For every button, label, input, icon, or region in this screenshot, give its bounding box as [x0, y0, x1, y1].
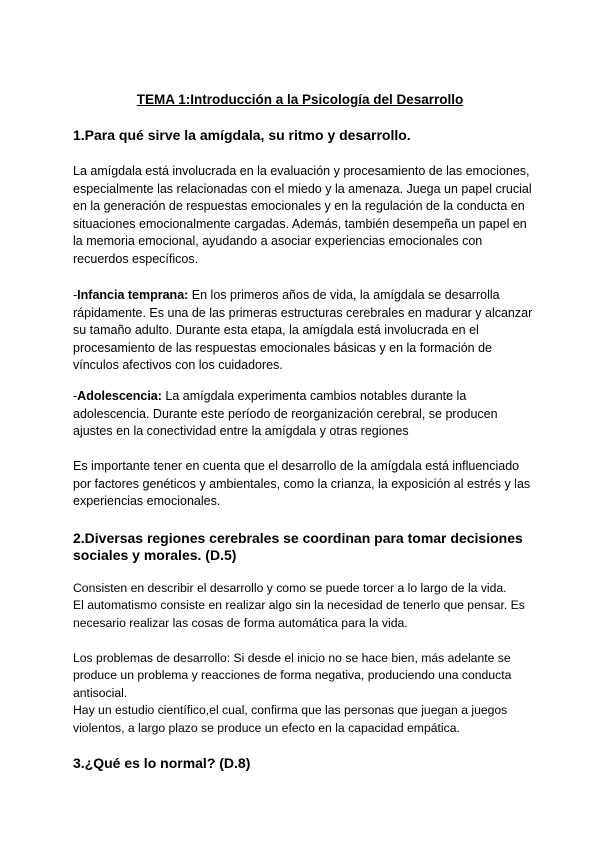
section-1-intro-paragraph: La amígdala está involucrada en la evaluación y procesamiento de las emociones, especialmente las relacionadas con el miedo y la amenaza. Juega un papel crucial en la generación de respuestas emocionales y en la regulación de la conducta en situaciones emocionalmente cargadas. Además, también desempeña un papel en la memoria emocional, ayudando a asociar experiencias emocionales con recuerdos específicos. [73, 164, 532, 266]
infancia-text: En los primeros años de vida, la amígdala se desarrolla rápidamente. Es una de las primeras estructuras cerebrales en madurar y alcanzar su tamaño adulto. Durante esta etapa, la amígdala está involucrada en el procesamiento de las respuestas emocionales básicas y en la formación de vínculos afectivos con los cuidadores. [73, 288, 533, 373]
section-2-paragraph-2: Los problemas de desarrollo: Si desde el inicio no se hace bien, más adelante se produce un problema y reacciones de forma negativa, produciendo una conducta antisocial. Hay un estudio científico,el cual, confirma que las personas que juegan a juegos violentos, a largo plazo se produce un efecto en la capacidad empática. [73, 651, 512, 735]
adolescencia-text: La amígdala experimenta cambios notables durante la adolescencia. Durante este período de reorganización cerebral, se producen ajustes en la conectividad entre la amígdala y otras regiones [73, 389, 498, 439]
infancia-label: Infancia temprana: [77, 288, 189, 302]
adolescencia-paragraph [73, 388, 533, 441]
section-2-heading: 2.Diversas regiones cerebrales se coordinan para tomar decisiones sociales y morales. (D.5) [73, 530, 523, 563]
adolescencia-prefix: - [73, 389, 78, 403]
infancia-prefix: - [73, 288, 78, 302]
infancia-paragraph [73, 287, 533, 375]
section-2-paragraph-1: Consisten en describir el desarrollo y como se puede torcer a lo largo de la vida. El automatismo consiste en realizar algo sin la necesidad de tenerlo que pensar. Es necesario realizar las cosas de forma automática para la vida. [73, 581, 525, 630]
section-1-heading: 1.Para qué sirve la amígdala, su ritmo y desarrollo. [73, 127, 411, 143]
section-1-closing-paragraph: Es importante tener en cuenta que el desarrollo de la amígdala está influenciado por factores genéticos y ambientales, como la crianza, la exposición al estrés y las experiencias emocionales. [73, 459, 531, 509]
document-title: TEMA 1:Introducción a la Psicología del Desarrollo [136, 92, 464, 107]
adolescencia-label: Adolescencia: [77, 389, 162, 403]
section-3-heading: 3.¿Qué es lo normal? (D.8) [73, 755, 251, 771]
